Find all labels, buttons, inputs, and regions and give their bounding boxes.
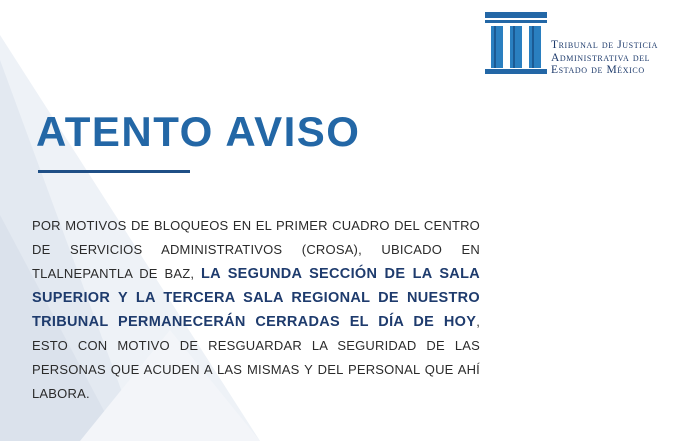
institution-logo xyxy=(485,12,665,82)
title-underline xyxy=(38,170,190,173)
logo-line-1: Tribunal de Justicia xyxy=(551,39,659,51)
logo-line-3: Estado de México xyxy=(551,64,645,76)
notice-outro: , ESTO CON MOTIVO DE RESGUARDAR LA SEGURIDAD DE LAS PERSONAS QUE ACUDEN A LAS MISMAS Y DEL PERSONAL QUE AHÍ LABORA. xyxy=(32,314,480,401)
column-emblem-icon xyxy=(485,12,547,74)
logo-line-2: Administrativa del xyxy=(551,51,651,64)
notice-highlight: LA SEGUNDA SECCIÓN DE LA SALA SUPERIOR Y LA TERCERA SALA REGIONAL DE NUESTRO TRIBUNAL PERMANECERÁN CERRADAS EL DÍA DE HOY xyxy=(32,266,480,330)
notice-title: ATENTO AVISO xyxy=(36,108,361,155)
notice-intro: POR MOTIVOS DE BLOQUEOS EN EL PRIMER CUADRO DEL CENTRO DE SERVICIOS ADMINISTRATIVOS (CROSA), UBICADO EN TLALNEPANTLA DE BAZ, xyxy=(32,218,480,281)
notice-body xyxy=(32,214,480,406)
logo-wordmark xyxy=(551,39,658,77)
